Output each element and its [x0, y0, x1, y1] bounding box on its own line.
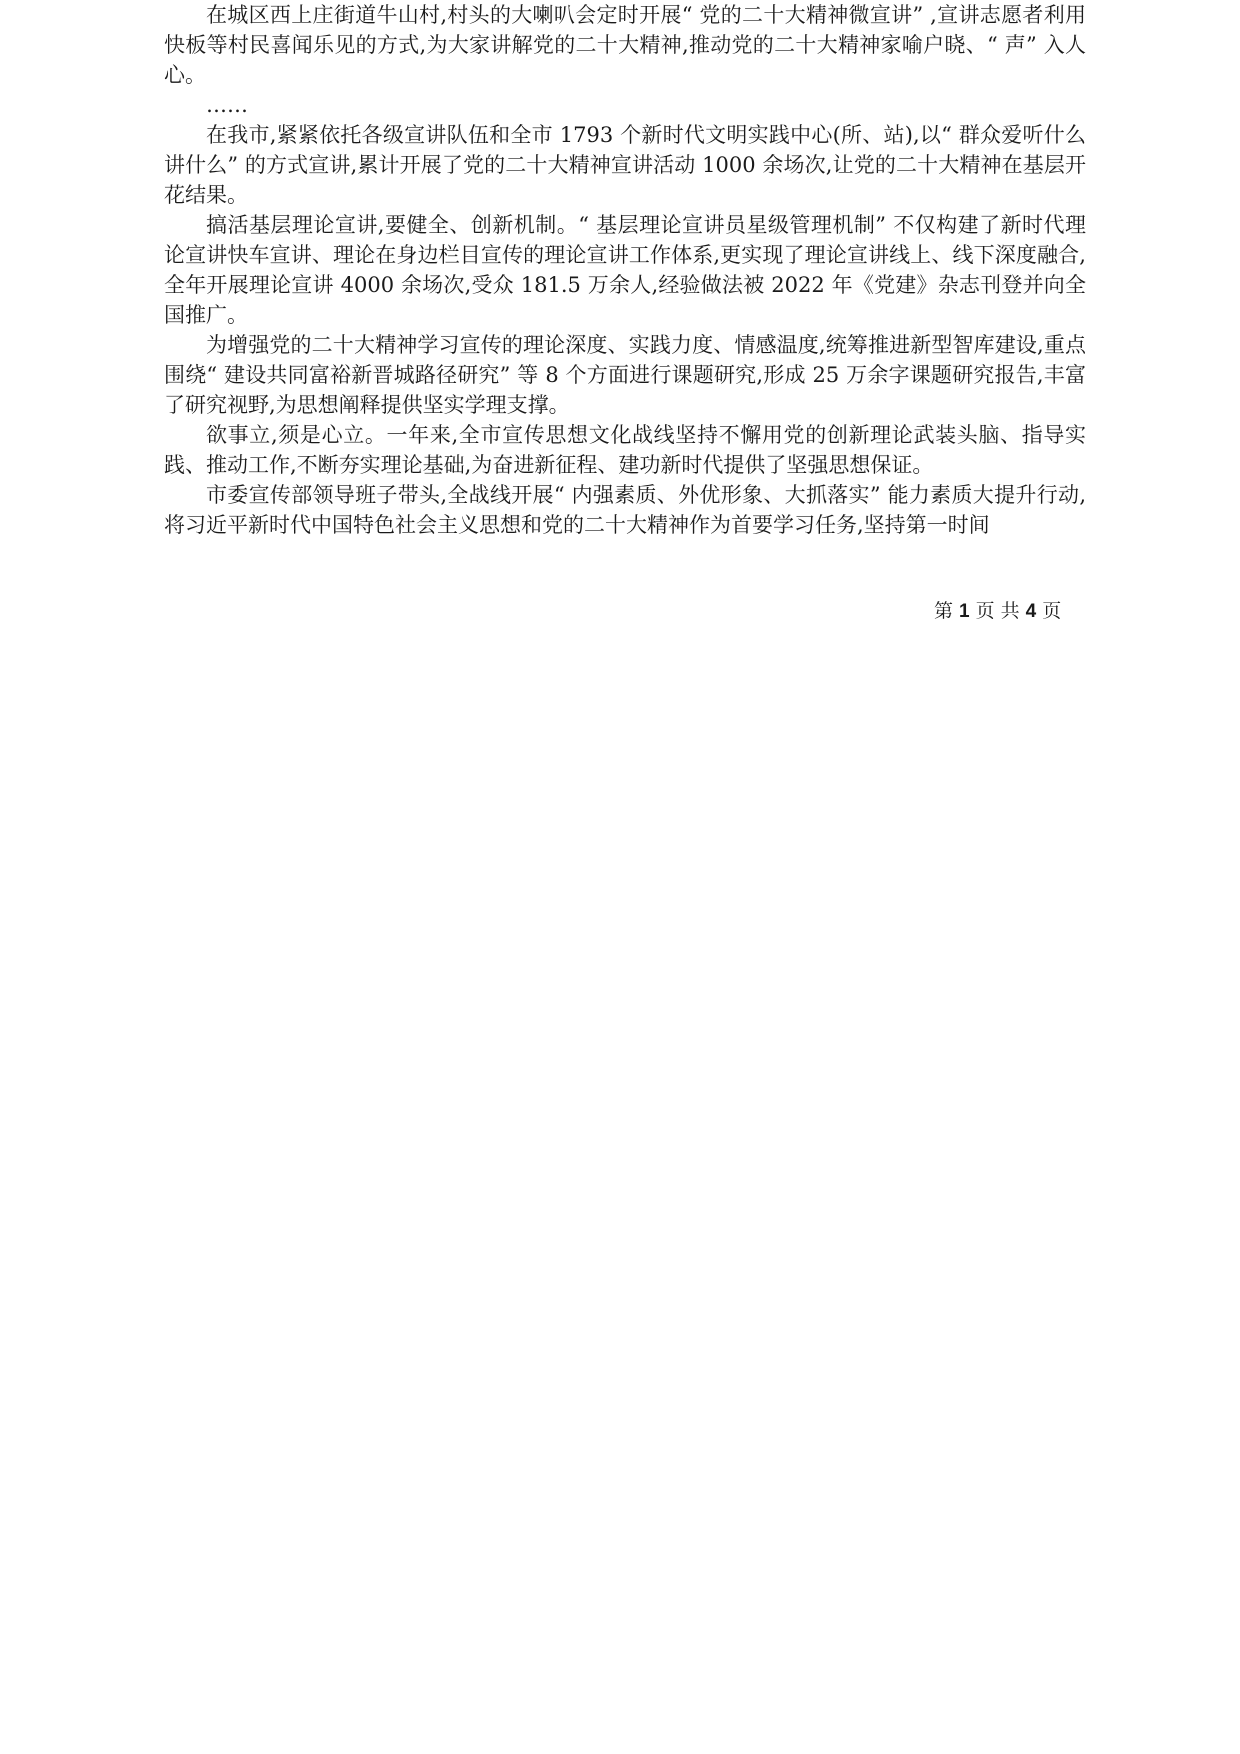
paragraph-6: 市委宣传部领导班子带头,全战线开展“ 内强素质、外优形象、大抓落实” 能力素质大提升行动,将习近平新时代中国特色社会主义思想和党的二十大精神作为首要学习任务,坚持第一时间: [164, 483, 1086, 537]
paragraph-4: 为增强党的二十大精神学习宣传的理论深度、实践力度、情感温度,统筹推进新型智库建设,重点围绕“ 建设共同富裕新晋城路径研究” 等 8 个方面进行课题研究,形成 25 万余字课题研究报告,丰富了研究视野,为思想阐释提供坚实学理支撑。: [164, 333, 1086, 417]
footer-prefix: 第: [934, 600, 954, 622]
document-body: [164, 0, 1086, 540]
paragraph-3: 搞活基层理论宣讲,要健全、创新机制。“ 基层理论宣讲员星级管理机制” 不仅构建了新时代理论宣讲快车宣讲、理论在身边栏目宣传的理论宣讲工作体系,更实现了理论宣讲线上、线下深度融合,全年开展理论宣讲 4000 余场次,受众 181.5 万余人,经验做法被 2022 年《党建》杂志刊登并向全国推广。: [164, 213, 1086, 327]
paragraph-ellipsis: ……: [206, 93, 248, 117]
current-page-number: 1: [959, 601, 970, 622]
total-page-number: 4: [1025, 601, 1037, 622]
footer-suffix: 页: [1042, 600, 1062, 622]
footer-middle: 页 共: [975, 600, 1020, 622]
paragraph-5: 欲事立,须是心立。一年来,全市宣传思想文化战线坚持不懈用党的创新理论武装头脑、指导实践、推动工作,不断夯实理论基础,为奋进新征程、建功新时代提供了坚强思想保证。: [164, 423, 1086, 477]
paragraph-2: 在我市,紧紧依托各级宣讲队伍和全市 1793 个新时代文明实践中心(所、站),以“ 群众爱听什么讲什么” 的方式宣讲,累计开展了党的二十大精神宣讲活动 1000 余场次,让党的二十大精神在基层开花结果。: [164, 123, 1086, 207]
paragraph-1: 在城区西上庄街道牛山村,村头的大喇叭会定时开展“ 党的二十大精神微宣讲” ,宣讲志愿者利用快板等村民喜闻乐见的方式,为大家讲解党的二十大精神,推动党的二十大精神家喻户晓、“ 声” 入人心。: [164, 3, 1086, 87]
page-number-footer: [934, 596, 1061, 623]
